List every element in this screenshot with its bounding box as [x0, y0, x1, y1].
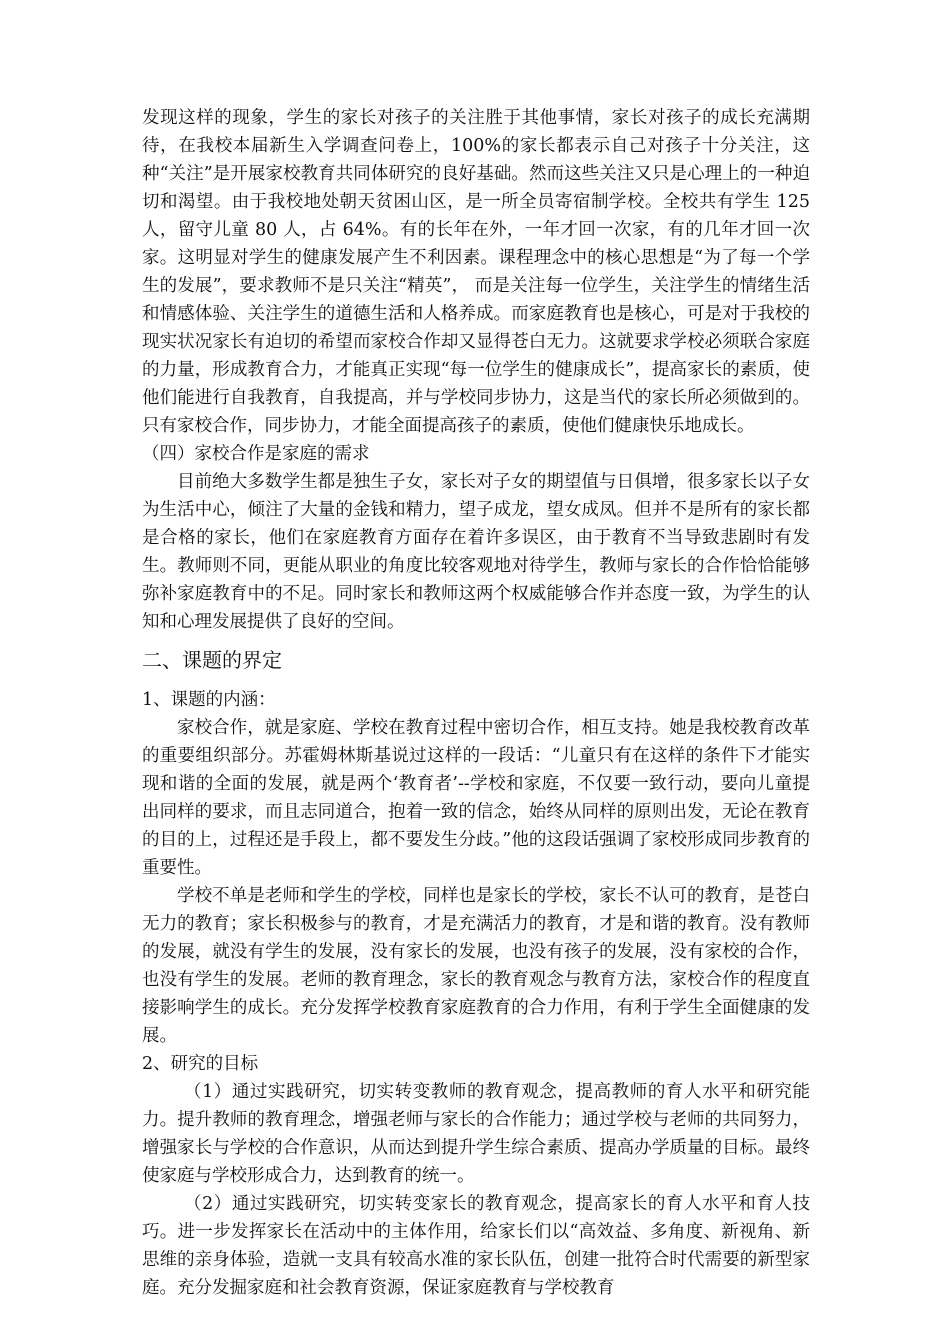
item-heading-2: 2、研究的目标	[142, 1054, 259, 1074]
paragraph-intro: 发现这样的现象，学生的家长对孩子的关注胜于其他事情，家长对孩子的成长充满期待，在我校本届新生入学调查问卷上，100%的家长都表示自己对孩子十分关注，这种“关注”是开展家校教育共同体研究的良好基础。然而这些关注又只是心理上的一种迫切和渴望。由于我校地处朝天贫困山区，是一所全员寄宿制学校。全校共有学生 125 人，留守儿童 80 人，占 64%。有的长年在外，一年才回一次家，有的几年才回一次家。这明显对学生的健康发展产生不利因素。课程理念中的核心思想是“为了每一个学生的发展”，要求教师不是只关注“精英”， 而是关注每一位学生，关注学生的情绪生活和情感体验、关注学生的道德生活和人格养成。而家庭教育也是核心，可是对于我校的现实状况家长有迫切的希望而家校合作却又显得苍白无力。这就要求学校必须联合家庭的力量，形成教育合力，才能真正实现“每一位学生的健康成长”，提高家长的素质，使他们能进行自我教育，自我提高，并与学校同步协力，这是当代的家长所必须做到的。只有家校合作，同步协力，才能全面提高孩子的素质，使他们健康快乐地成长。	[142, 108, 810, 436]
paragraph-goal-1: （1）通过实践研究，切实转变教师的教育观念，提高教师的育人水平和研究能力。提升教师的教育理念，增强老师与家长的合作能力；通过学校与老师的共同努力，增强家长与学校的合作意识，从而达到提升学生综合素质、提高办学质量的目标。最终使家庭与学校形成合力，达到教育的统一。	[142, 1082, 810, 1186]
paragraph-connotation-2: 学校不单是老师和学生的学校，同样也是家长的学校，家长不认可的教育，是苍白无力的教育；家长积极参与的教育，才是充满活力的教育，才是和谐的教育。没有教师的发展，就没有学生的发展，没有家长的发展，也没有孩子的发展，没有家校的合作，也没有学生的发展。老师的教育理念，家长的教育观念与教育方法，家校合作的程度直接影响学生的成长。充分发挥学校教育家庭教育的合力作用，有利于学生全面健康的发展。	[142, 886, 810, 1046]
section-title-2: 二、课题的界定	[142, 648, 282, 672]
item-heading-1: 1、课题的内涵：	[142, 690, 276, 710]
paragraph-goal-2: （2）通过实践研究，切实转变家长的教育观念，提高家长的育人水平和育人技巧。进一步发挥家长在活动中的主体作用，给家长们以“高效益、多角度、新视角、新思维的亲身体验，造就一支具有较高水准的家长队伍，创建一批符合时代需要的新型家庭。充分发掘家庭和社会教育资源，保证家庭教育与学校教育	[142, 1194, 810, 1298]
document-page	[142, 104, 810, 1302]
paragraph-connotation-1: 家校合作，就是家庭、学校在教育过程中密切合作，相互支持。她是我校教育改革的重要组织部分。苏霍姆林斯基说过这样的一段话：“儿童只有在这样的条件下才能实现和谐的全面的发展，就是两个‘教育者’--学校和家庭，不仅要一致行动，要向儿童提出同样的要求，而且志同道合，抱着一致的信念，始终从同样的原则出发，无论在教育的目的上，过程还是手段上，都不要发生分歧。”他的这段话强调了家校形成同步教育的重要性。	[142, 718, 810, 878]
subheading-4: （四）家校合作是家庭的需求	[142, 444, 370, 464]
paragraph-family-need: 目前绝大多数学生都是独生子女，家长对子女的期望值与日俱增，很多家长以子女为生活中心，倾注了大量的金钱和精力，望子成龙，望女成凤。但并不是所有的家长都是合格的家长，他们在家庭教育方面存在着许多误区，由于教育不当导致悲剧时有发生。教师则不同，更能从职业的角度比较客观地对待学生，教师与家长的合作恰恰能够弥补家庭教育中的不足。同时家长和教师这两个权威能够合作并态度一致，为学生的认知和心理发展提供了良好的空间。	[142, 472, 810, 632]
